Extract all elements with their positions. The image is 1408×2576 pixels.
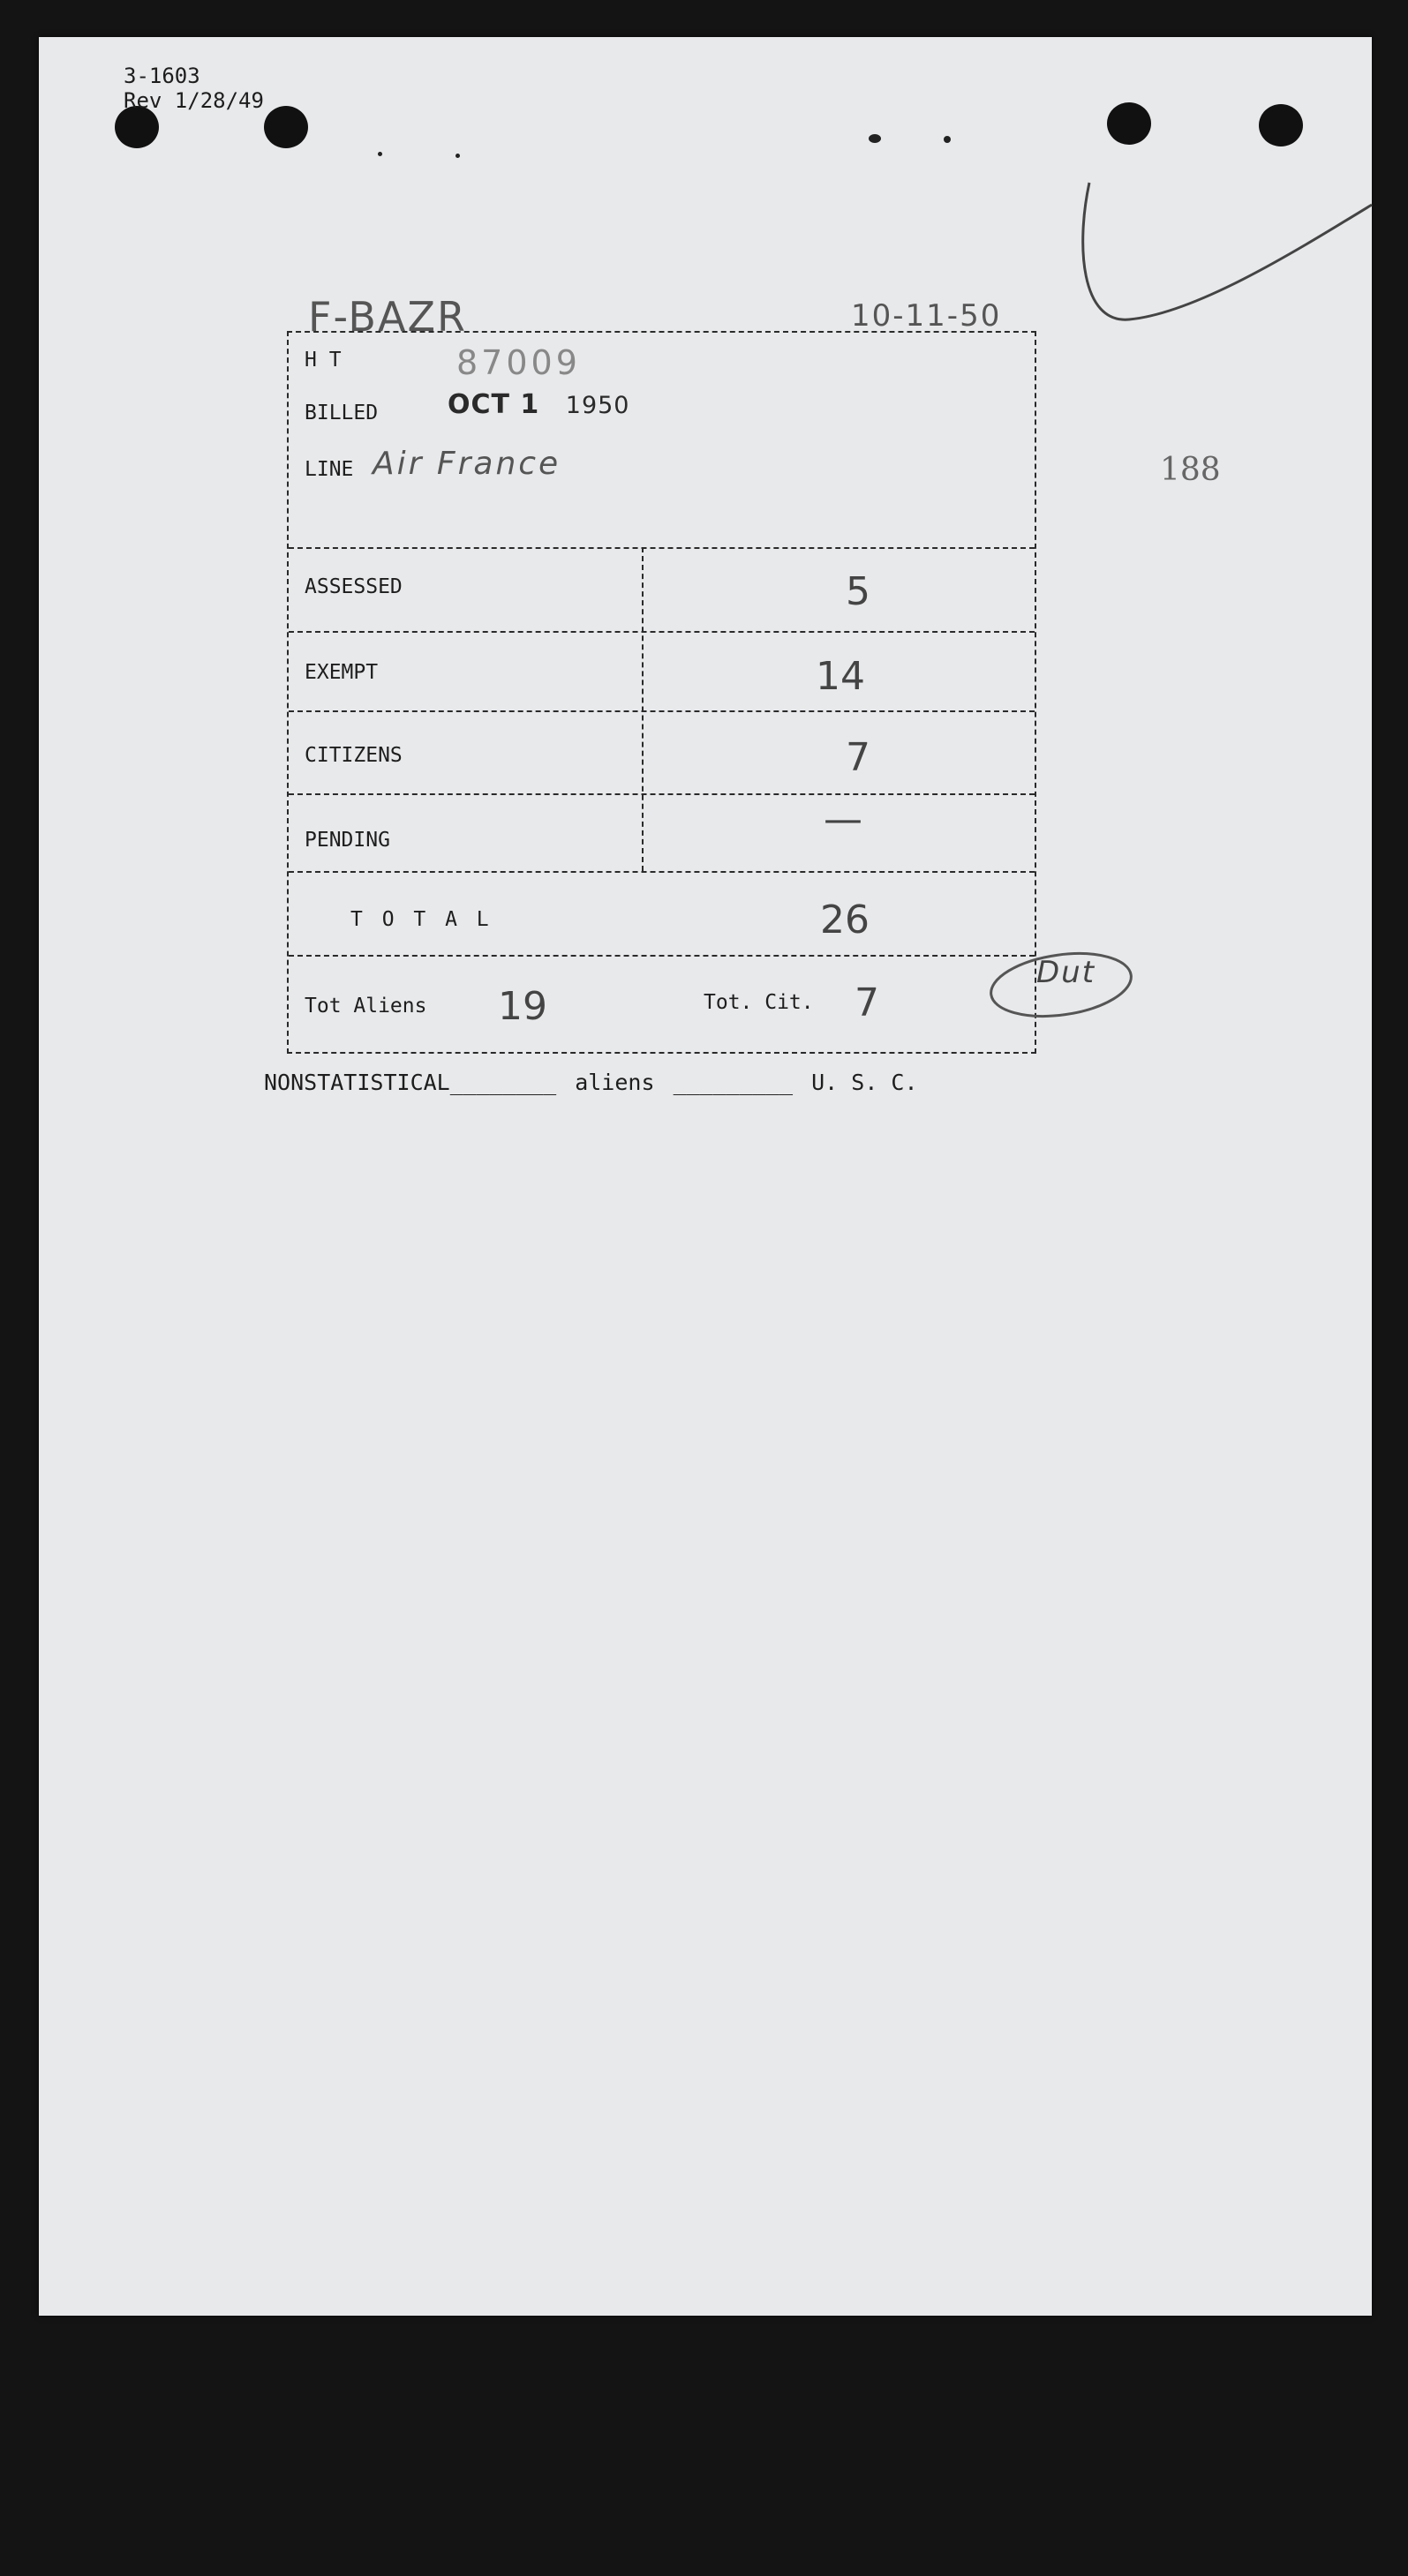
- nonstatistical-line: [264, 1070, 918, 1095]
- form-number-line1: 3-1603: [124, 64, 200, 88]
- aliens-blank: _________: [673, 1070, 794, 1095]
- pending-value: —: [824, 797, 862, 842]
- ink-speck: [456, 154, 460, 158]
- handwritten-pen-stroke: [1063, 139, 1407, 359]
- ink-speck: [944, 136, 951, 143]
- page-number-stamp: 188: [1160, 452, 1221, 488]
- ink-speck: [869, 134, 881, 143]
- total-label: T O T A L: [350, 908, 493, 931]
- divider: [289, 710, 1035, 712]
- assessed-label: ASSESSED: [305, 575, 403, 598]
- aliens-label: aliens: [575, 1070, 655, 1095]
- divider: [289, 793, 1035, 795]
- document-page: [39, 37, 1372, 2316]
- form-number: [124, 64, 264, 113]
- column-divider: [642, 547, 644, 871]
- nonstatistical-label: NONSTATISTICAL: [264, 1070, 450, 1095]
- total-value: 26: [820, 897, 870, 943]
- billed-stamp-year: 1950: [565, 392, 630, 419]
- pending-label: PENDING: [305, 829, 390, 852]
- billed-stamp-month: OCT 1: [448, 389, 540, 420]
- form-revision-line: Rev 1/28/49: [124, 88, 264, 113]
- billed-label: BILLED: [305, 402, 379, 424]
- total-citizens-label: Tot. Cit.: [704, 991, 814, 1014]
- exempt-label: EXEMPT: [305, 661, 379, 684]
- handwritten-date: 10-11-50: [851, 298, 1002, 334]
- ht-label: H T: [305, 349, 342, 372]
- citizens-label: CITIZENS: [305, 744, 403, 767]
- nonstatistical-blank: ________: [449, 1070, 557, 1095]
- line-label: LINE: [305, 458, 354, 481]
- citizens-value: 7: [846, 735, 870, 780]
- ink-speck: [378, 152, 382, 156]
- billed-date-stamp: [448, 389, 629, 420]
- divider: [289, 955, 1035, 957]
- assessed-value: 5: [846, 569, 870, 614]
- divider: [289, 547, 1035, 549]
- total-citizens-value: 7: [855, 980, 879, 1025]
- airline-handwritten: Air France: [373, 446, 561, 482]
- exempt-value: 14: [816, 654, 865, 699]
- manifest-tally-form: [287, 331, 1036, 1054]
- punch-hole: [264, 106, 308, 148]
- usc-label: U. S. C.: [811, 1070, 918, 1095]
- total-aliens-label: Tot Aliens: [305, 995, 427, 1018]
- divider: [289, 871, 1035, 873]
- total-aliens-value: 19: [498, 984, 547, 1029]
- ht-stamp-value: 87009: [456, 343, 581, 382]
- aircraft-registration: F-BAZR: [308, 293, 467, 341]
- initials: Dut: [1036, 955, 1096, 990]
- divider: [289, 631, 1035, 633]
